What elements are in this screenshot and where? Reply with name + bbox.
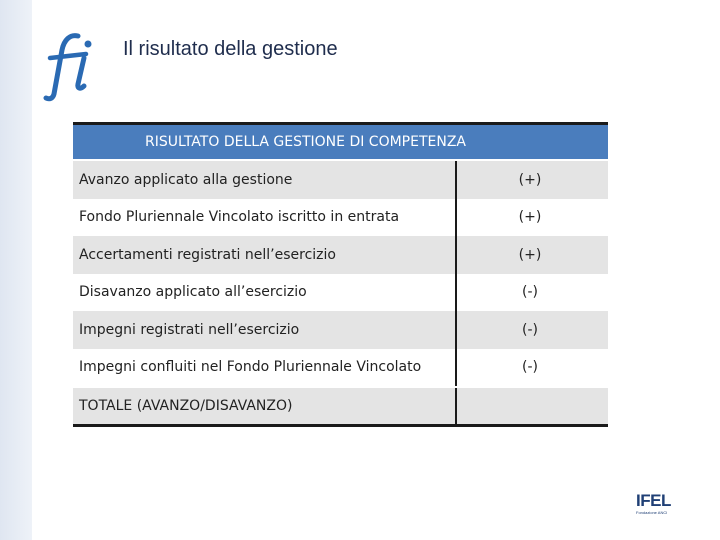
row-label: Disavanzo applicato all’esercizio <box>73 274 457 312</box>
table-row <box>73 161 608 199</box>
table-row <box>73 236 608 274</box>
table-row <box>73 274 608 312</box>
page-title: Il risultato della gestione <box>123 38 338 60</box>
row-label: Accertamenti registrati nell’esercizio <box>73 236 457 274</box>
row-sign: (+) <box>518 171 542 188</box>
row-label: Impegni confluiti nel Fondo Pluriennale Vincolato <box>73 349 457 387</box>
table-header: RISULTATO DELLA GESTIONE DI COMPETENZA <box>73 125 608 161</box>
table-row <box>73 349 608 387</box>
row-sign: (-) <box>522 284 538 301</box>
fi-logo-icon <box>40 32 100 102</box>
row-sign: (-) <box>522 359 538 376</box>
table-row <box>73 311 608 349</box>
total-label: TOTALE (AVANZO/DISAVANZO) <box>73 388 457 424</box>
row-sign: (+) <box>518 209 542 226</box>
row-label: Avanzo applicato alla gestione <box>73 161 457 199</box>
total-row <box>73 386 608 424</box>
ifel-logo <box>636 492 670 520</box>
row-sign: (-) <box>522 321 538 338</box>
row-label: Fondo Pluriennale Vincolato iscritto in entrata <box>73 199 457 237</box>
left-decorative-band <box>0 0 32 540</box>
row-sign: (+) <box>518 246 542 263</box>
ifel-logo-text: IFEL <box>636 491 671 510</box>
ifel-logo-subtext: Fondazione ANCI <box>636 510 668 515</box>
table-row <box>73 199 608 237</box>
result-table <box>73 122 608 427</box>
row-label: Impegni registrati nell’esercizio <box>73 311 457 349</box>
